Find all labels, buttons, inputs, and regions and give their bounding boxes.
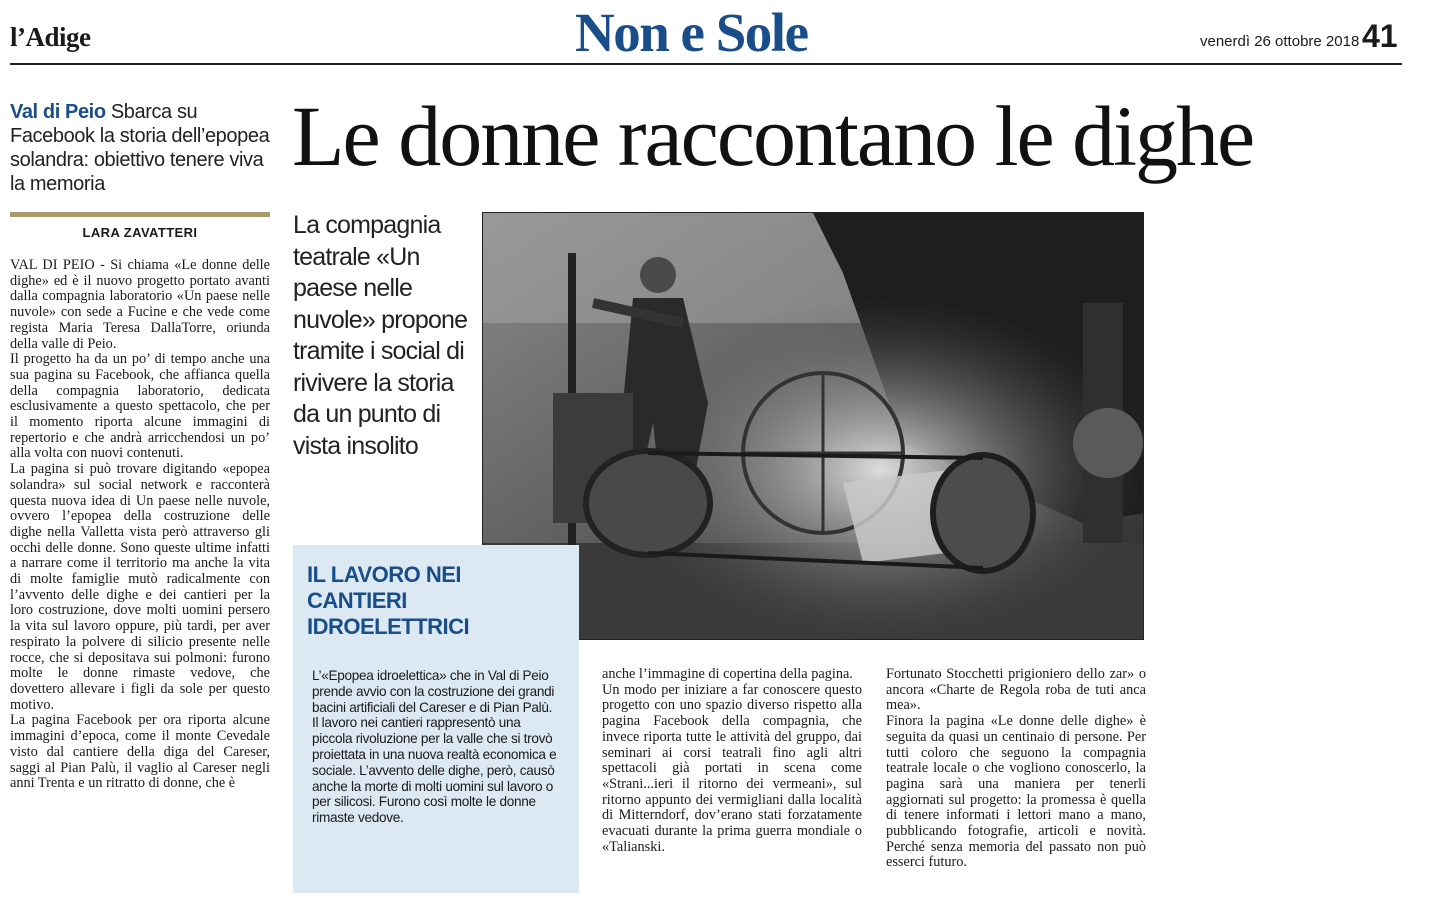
subhead: La compagnia teatrale «Un paese nelle nuvole» propone tramite i social di rivivere la storia da un punto di vista insolito (293, 211, 468, 460)
paragraph: Un modo per iniziare a far conoscere questo progetto con uno spazio diverso rispetto alla pagina Facebook della compagnia, che invece riporta tutte le attività del gruppo, dai seminari ai corsi teatrali fino agli altri spettacoli già portati in scena come «Strani...ieri il ritorno dei vermeani», sul ritorno appunto dei vermigliani dalla località di Mitterndorf, dov’erano stati forzatamente evacuati durante la prima guerra mondiale o «Talianski. (602, 681, 862, 855)
box-title: IL LAVORO NEI CANTIERI IDROELETTRICI (307, 562, 470, 639)
historical-photo (482, 212, 1144, 640)
article-column-4 (886, 667, 1146, 871)
newspaper-masthead: l’Adige (10, 22, 91, 52)
paragraph: La pagina Facebook per ora riporta alcune immagini d’epoca, come il monte Cevedale visto dal cantiere della diga del Careser, saggi al Pian Palù, il vaglio al Careser negli anni Trenta e un ritratto di donne, che è (10, 712, 270, 792)
paragraph: VAL DI PEIO - Si chiama «Le donne delle dighe» ed è il nuovo progetto portato avanti dalla compagnia laboratorio «Un paese nelle nuvole» con sede a Fucine e che vede come regista Maria Teresa DallaTorre, oriunda della valle di Peio. (10, 257, 270, 352)
header-divider (10, 63, 1402, 65)
article-column-3 (602, 667, 862, 855)
headline: Le donne raccontano le dighe (292, 88, 1254, 184)
byline-divider (10, 212, 270, 217)
issue-date: venerdì 26 ottobre 2018 (1200, 33, 1360, 50)
byline: LARA ZAVATTERI (82, 225, 198, 240)
kicker-text: Sbarca su Facebook la storia dell’epopea solandra: obiettivo tenere viva la memoria (10, 101, 270, 195)
paragraph: Il progetto ha da un po’ di tempo anche una sua pagina su Facebook, che affianca quella della compagnia laboratorio, dedicata esclusivamente a questo spettacolo, che per il momento riporta alcune immagini di repertorio e che andrà arricchendosi un po’ alla volta con nuovi contenuti. (10, 351, 270, 462)
kicker (10, 100, 275, 196)
paragraph: Fortunato Stocchetti prigioniero dello zar» o ancora «Charte de Regola roba de tuti anca mea». (886, 666, 1146, 714)
page-number: 41 (1362, 18, 1398, 54)
kicker-place: Val di Peio (10, 101, 106, 123)
paragraph: Finora la pagina «Le donne delle dighe» è seguita da quasi un centinaio di persone. Per tutti coloro che seguono la compagnia teatrale locale o che vogliono conoscerlo, la pagina sarà una maniera per tenerli aggiornati sul progetto: la promessa è quella di tenere informati i lettori mano a mano, pubblicando fotografie, articoli e novità. Perché senza memoria del passato non può esserci futuro. (886, 713, 1146, 871)
paragraph: La pagina si può trovare digitando «epopea solandra» sul social network e racconterà questa nuova idea di Un paese nelle nuvole, ovvero l’epopea della costruzione delle dighe nella Valletta vista però attraverso gli occhi delle donne. Sono queste ultime infatti a narrare come il territorio ma anche la vita di molte famiglie mutò radicalmente con l’avvento delle dighe e dei cantieri per la loro costruzione, dove molti uomini persero la vita sul lavoro oppure, più tardi, per aver respirato la polvere di silicio presente nelle rocce, che si depositava sui polmoni: furono molte le donne rimaste vedove, che dovettero allevare i figli da sole per questo motivo. (10, 461, 270, 713)
box-text: L’«Epopea idroelettica» che in Val di Peio prende avvio con la costruzione dei grandi bacini artificiali del Careser e di Pian Palù. Il lavoro nei cantieri rappresentò una piccola rivoluzione per la valle che si trovò proiettata in una nuova realtà economica e sociale. L’avvento delle dighe, però, causò anche la morte di molti uomini sul lavoro o per silicosi. Furono così molte le donne rimaste vedove. (312, 668, 557, 826)
photo-illustration (483, 213, 1144, 640)
paragraph: anche l’immagine di copertina della pagina. (602, 666, 853, 682)
section-title: Non e Sole (575, 2, 808, 63)
article-column-1 (10, 258, 270, 792)
